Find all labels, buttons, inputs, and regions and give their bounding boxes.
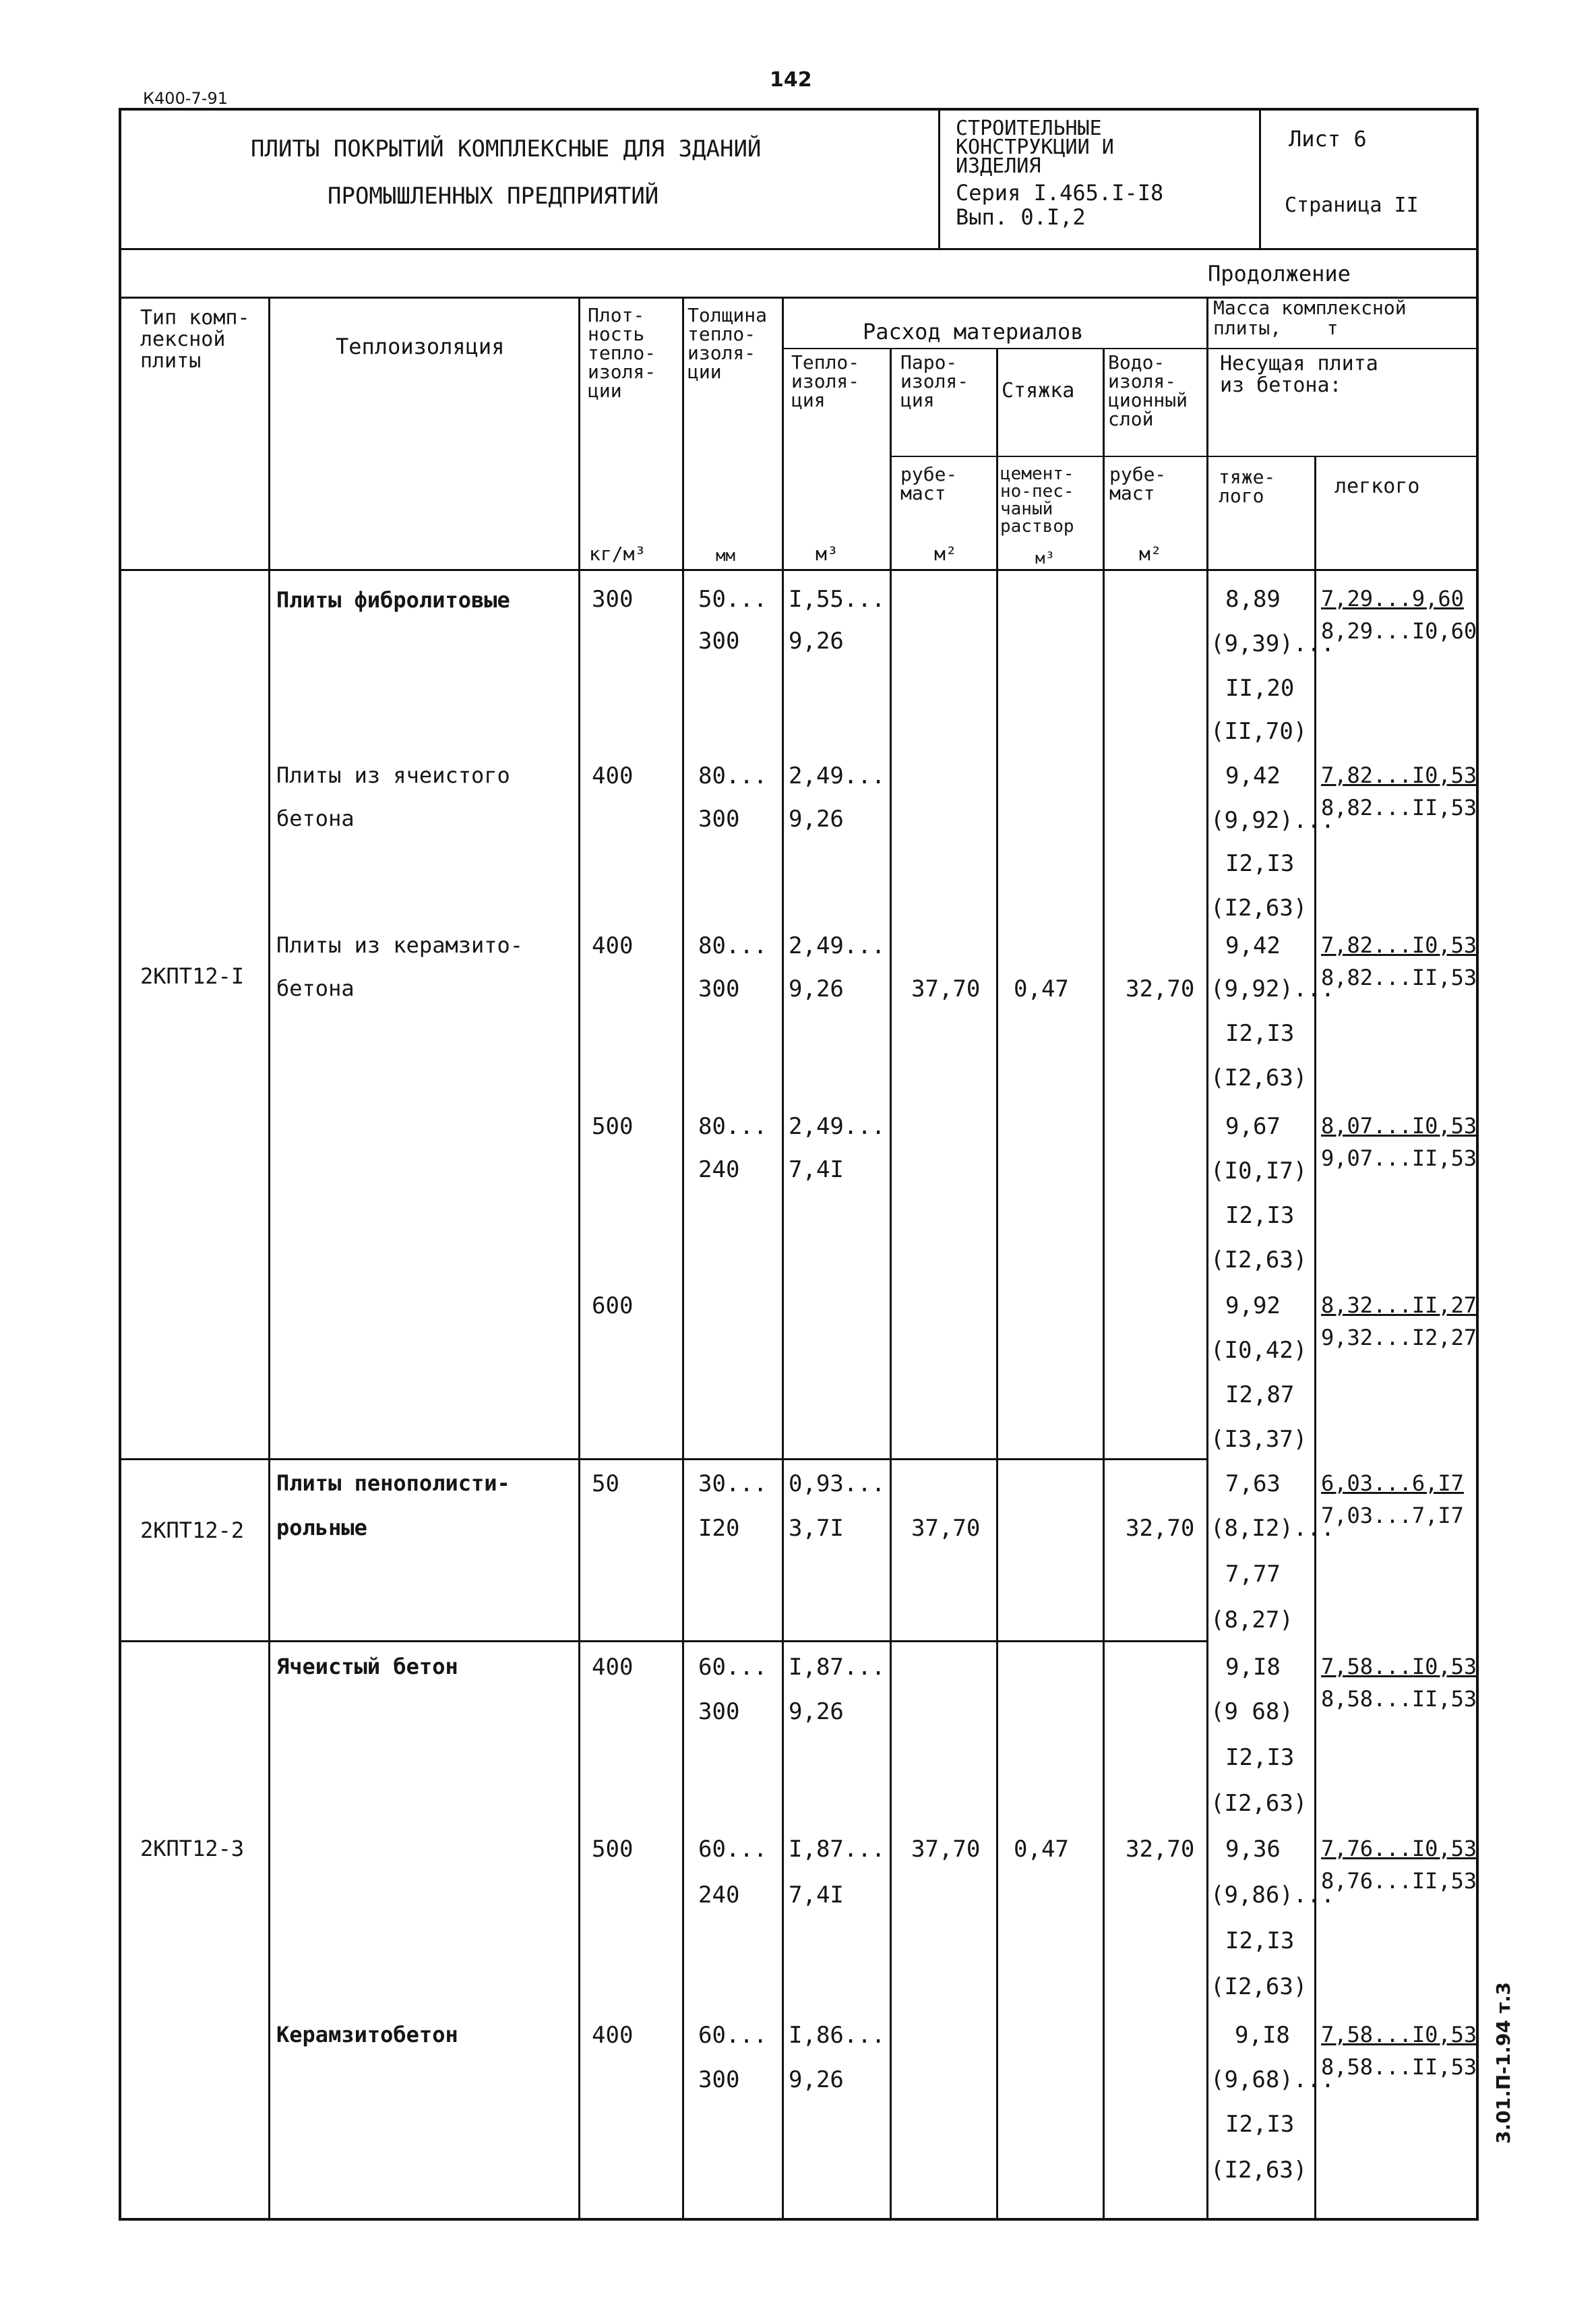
page-label: Страница II <box>1285 193 1419 217</box>
insulation-cellular-2: бетона <box>276 806 355 831</box>
thickness-min: 30... <box>698 1470 768 1497</box>
screed-value: 0,47 <box>1014 976 1069 1002</box>
title-divider-2 <box>1259 108 1261 249</box>
heavy-mass-3: I2,I3 <box>1225 1927 1295 1954</box>
unit-thickness: мм <box>716 546 735 565</box>
heavy-mass-4: (II,70) <box>1210 718 1308 745</box>
series-line-3: ИЗДЕЛИЯ <box>956 154 1041 178</box>
vapor-ruberoid-value: 37,70 <box>911 1836 981 1863</box>
density-value: 400 <box>592 762 634 789</box>
light-mass-range-2: 8,58...II,53 <box>1321 1686 1477 1712</box>
heavy-mass-3: 7,77 <box>1225 1561 1281 1588</box>
insulation-volume-max: 7,4I <box>789 1156 844 1183</box>
heavy-mass-2: (9,92)... <box>1210 807 1335 834</box>
header-c-water: Водо- изоля- ционный слой <box>1108 351 1188 430</box>
title-divider-1 <box>938 108 940 249</box>
col-line-c-insul <box>890 348 892 2219</box>
insulation-cellular-1: Плиты из ячеистого <box>276 762 510 788</box>
plate-type-3: 2КПТ12-3 <box>140 1836 245 1861</box>
vapor-ruberoid-value: 37,70 <box>911 976 981 1002</box>
waterproof-value: 32,70 <box>1126 1836 1195 1863</box>
insulation-volume-max: 9,26 <box>789 1698 844 1725</box>
unit-vapor: м² <box>934 543 957 565</box>
thickness-max: 240 <box>698 1882 740 1909</box>
header-ruberoid-2: рубе- маст <box>1109 463 1167 504</box>
header-c-vapor: Паро- изоля- ция <box>900 351 969 411</box>
col-line-heavy <box>1314 456 1316 2219</box>
heavy-mass-1: 9,42 <box>1225 932 1281 959</box>
heavy-mass-3: I2,I3 <box>1225 2111 1295 2138</box>
header-density: Плот- ность тепло- изоля- ции <box>588 304 656 402</box>
insulation-volume-min: I,87... <box>789 1654 886 1681</box>
thickness-max: 300 <box>698 806 740 833</box>
thickness-max: 300 <box>698 628 740 655</box>
light-mass-range-1: 7,82...I0,53 <box>1321 762 1477 788</box>
thickness-min: 80... <box>698 1113 768 1140</box>
heavy-mass-2: (8,I2)... <box>1210 1515 1335 1542</box>
title-line-1: ПЛИТЫ ПОКРЫТИЙ КОМПЛЕКСНЫЕ ДЛЯ ЗДАНИЙ <box>251 136 762 162</box>
waterproof-value: 32,70 <box>1126 1515 1195 1542</box>
plate-type-1: 2КПТ12-I <box>140 963 245 989</box>
light-mass-range-1: 8,32...II,27 <box>1321 1292 1477 1318</box>
heavy-mass-2: (9,39)... <box>1210 630 1335 657</box>
series-line-2: КОНСТРУКЦИИ И <box>956 136 1114 159</box>
light-mass-range-2: 8,82...II,53 <box>1321 965 1477 990</box>
screed-value: 0,47 <box>1014 1836 1069 1863</box>
thickness-max: 300 <box>698 2066 740 2093</box>
unit-density: кг/м³ <box>589 543 646 565</box>
series-number: Серия I.465.I-I8 <box>956 180 1164 206</box>
insulation-volume-min: 0,93... <box>789 1470 886 1497</box>
insulation-volume-max: 9,26 <box>789 806 844 833</box>
thickness-max: 300 <box>698 976 740 1002</box>
light-mass-range-2: 8,29...I0,60 <box>1321 618 1477 644</box>
heavy-mass-2: (9,68)... <box>1210 2066 1335 2093</box>
light-mass-range-1: 6,03...6,I7 <box>1321 1470 1464 1496</box>
heavy-mass-4: (I2,63) <box>1210 1247 1308 1273</box>
header-bottom-rule <box>119 569 1479 571</box>
density-value: 400 <box>592 2022 634 2049</box>
carrier-rule <box>1206 456 1479 457</box>
insulation-volume-max: 9,26 <box>789 2066 844 2093</box>
density-value: 300 <box>592 586 634 613</box>
insulation-volume-max: 9,26 <box>789 976 844 1002</box>
heavy-mass-2: (9,86)... <box>1210 1882 1335 1909</box>
light-mass-range-1: 8,07...I0,53 <box>1321 1113 1477 1139</box>
insulation-polystyrene-1: Плиты пенополисти- <box>276 1470 510 1496</box>
density-value: 400 <box>592 1654 634 1681</box>
plate-type-2: 2КПТ12-2 <box>140 1518 245 1543</box>
heavy-mass-2: (9 68) <box>1210 1698 1293 1725</box>
light-mass-range-1: 7,29...9,60 <box>1321 586 1464 611</box>
heavy-mass-4: (I2,63) <box>1210 1973 1308 2000</box>
thickness-min: 60... <box>698 1654 768 1681</box>
col-line-thickness <box>782 297 784 2219</box>
heavy-mass-4: (I2,63) <box>1210 2157 1308 2184</box>
issue-number: Вып. 0.I,2 <box>956 204 1086 230</box>
col-line-vapor <box>996 348 998 2219</box>
thickness-max: 300 <box>698 1698 740 1725</box>
group-rule-2 <box>119 1640 1206 1642</box>
unit-screed: м³ <box>1035 549 1055 568</box>
vapor-ruberoid-value: 37,70 <box>911 1515 981 1542</box>
heavy-mass-4: (I2,63) <box>1210 895 1308 922</box>
heavy-mass-2: (I0,42) <box>1210 1337 1308 1364</box>
light-mass-range-2: 8,82...II,53 <box>1321 795 1477 820</box>
heavy-mass-4: (I3,37) <box>1210 1426 1308 1453</box>
document-code: К400-7-91 <box>143 89 228 108</box>
header-cement: цемент- но-пес- чаный раствор <box>1000 464 1074 537</box>
heavy-mass-2: (9,92)... <box>1210 976 1335 1002</box>
insulation-fibrolite: Плиты фибролитовые <box>276 587 510 613</box>
header-ruberoid-1: рубе- маст <box>900 463 958 504</box>
material-rule <box>890 456 1206 457</box>
insulation-cellular-concrete: Ячеистый бетон <box>276 1654 458 1679</box>
light-mass-range-1: 7,58...I0,53 <box>1321 2022 1477 2047</box>
unit-water: м² <box>1139 543 1162 565</box>
heavy-mass-1: 9,I8 <box>1235 2022 1290 2049</box>
series-line-1: СТРОИТЕЛЬНЫЕ <box>956 117 1102 140</box>
page-number: 142 <box>770 68 812 92</box>
thickness-min: 80... <box>698 932 768 959</box>
heavy-mass-1: 7,63 <box>1225 1470 1281 1497</box>
heavy-mass-1: 8,89 <box>1225 586 1281 613</box>
heavy-mass-3: I2,I3 <box>1225 850 1295 877</box>
thickness-min: 60... <box>698 1836 768 1863</box>
insulation-volume-max: 3,7I <box>789 1515 844 1542</box>
insulation-volume-min: I,87... <box>789 1836 886 1863</box>
thickness-min: 50... <box>698 586 768 613</box>
side-code: 3.01.П-1.94 т.3 <box>1492 1982 1514 2144</box>
insulation-claydite-1: Плиты из керамзито- <box>276 932 524 958</box>
insulation-volume-min: 2,49... <box>789 762 886 789</box>
thickness-max: I20 <box>698 1515 740 1542</box>
density-value: 50 <box>592 1470 619 1497</box>
insulation-claydite-2: бетона <box>276 976 355 1001</box>
insulation-volume-min: I,86... <box>789 2022 886 2049</box>
thickness-min: 80... <box>698 762 768 789</box>
heavy-mass-4: (I2,63) <box>1210 1790 1308 1817</box>
insulation-volume-min: I,55... <box>789 586 886 613</box>
density-value: 600 <box>592 1292 634 1319</box>
header-heavy: тяже- лого <box>1219 466 1276 507</box>
density-value: 500 <box>592 1113 634 1140</box>
col-line-type <box>268 297 270 2219</box>
insulation-volume-max: 9,26 <box>789 628 844 655</box>
heavy-mass-3: I2,I3 <box>1225 1202 1295 1229</box>
light-mass-range-2: 9,32...I2,27 <box>1321 1325 1477 1350</box>
header-carrier: Несущая плита из бетона: <box>1220 352 1378 397</box>
col-line-screed <box>1103 348 1105 2219</box>
heavy-mass-4: (I2,63) <box>1210 1064 1308 1091</box>
light-mass-range-2: 9,07...II,53 <box>1321 1145 1477 1171</box>
light-mass-range-1: 7,58...I0,53 <box>1321 1654 1477 1679</box>
title-bottom-rule <box>119 248 1479 250</box>
heavy-mass-2: (I0,I7) <box>1210 1158 1308 1184</box>
waterproof-value: 32,70 <box>1126 976 1195 1002</box>
frame-top <box>119 108 1479 111</box>
thickness-max: 240 <box>698 1156 740 1183</box>
light-mass-range-1: 7,82...I0,53 <box>1321 932 1477 958</box>
mass-rule <box>1206 348 1479 349</box>
heavy-mass-1: 9,I8 <box>1225 1654 1281 1681</box>
heavy-mass-1: 9,92 <box>1225 1292 1281 1319</box>
insulation-volume-max: 7,4I <box>789 1882 844 1909</box>
heavy-mass-3: I2,87 <box>1225 1381 1295 1408</box>
frame-bottom <box>119 2218 1479 2221</box>
title-line-2: ПРОМЫШЛЕННЫХ ПРЕДПРИЯТИЙ <box>328 183 659 210</box>
frame-left <box>119 108 121 2221</box>
col-line-insulation <box>578 297 580 2219</box>
header-type: Тип комп- лексной плиты <box>140 306 250 373</box>
header-mass: Масса комплексной плиты, т <box>1213 297 1407 339</box>
light-mass-range-1: 7,76...I0,53 <box>1321 1836 1477 1861</box>
insulation-claydite-concrete: Керамзитобетон <box>276 2022 458 2047</box>
heavy-mass-4: (8,27) <box>1210 1607 1293 1633</box>
header-consumption: Расход материалов <box>863 319 1084 344</box>
header-light: легкого <box>1334 475 1420 498</box>
light-mass-range-2: 8,58...II,53 <box>1321 2054 1477 2080</box>
col-line-density <box>682 297 684 2219</box>
insulation-volume-min: 2,49... <box>789 932 886 959</box>
heavy-mass-1: 9,42 <box>1225 762 1281 789</box>
heavy-mass-3: I2,I3 <box>1225 1020 1295 1047</box>
unit-insulation: м³ <box>816 543 838 565</box>
header-c-insul: Тепло- изоля- ция <box>791 351 860 411</box>
col-line-water <box>1206 297 1208 2219</box>
header-thickness: Толщина тепло- изоля- ции <box>687 304 768 383</box>
light-mass-range-2: 7,03...7,I7 <box>1321 1503 1464 1528</box>
insulation-polystyrene-2: рольные <box>276 1515 367 1540</box>
heavy-mass-1: 9,36 <box>1225 1836 1281 1863</box>
density-value: 500 <box>592 1836 634 1863</box>
group-rule-1 <box>119 1458 1206 1460</box>
header-c-screed: Стяжка <box>1002 379 1075 402</box>
sheet-label: Лист 6 <box>1289 126 1367 152</box>
light-mass-range-2: 8,76...II,53 <box>1321 1868 1477 1894</box>
density-value: 400 <box>592 932 634 959</box>
heavy-mass-3: I2,I3 <box>1225 1744 1295 1771</box>
insulation-volume-min: 2,49... <box>789 1113 886 1140</box>
continuation-label: Продолжение <box>1208 261 1351 287</box>
header-insulation: Теплоизоляция <box>336 334 505 359</box>
heavy-mass-3: II,20 <box>1225 675 1295 702</box>
heavy-mass-1: 9,67 <box>1225 1113 1281 1140</box>
thickness-min: 60... <box>698 2022 768 2049</box>
